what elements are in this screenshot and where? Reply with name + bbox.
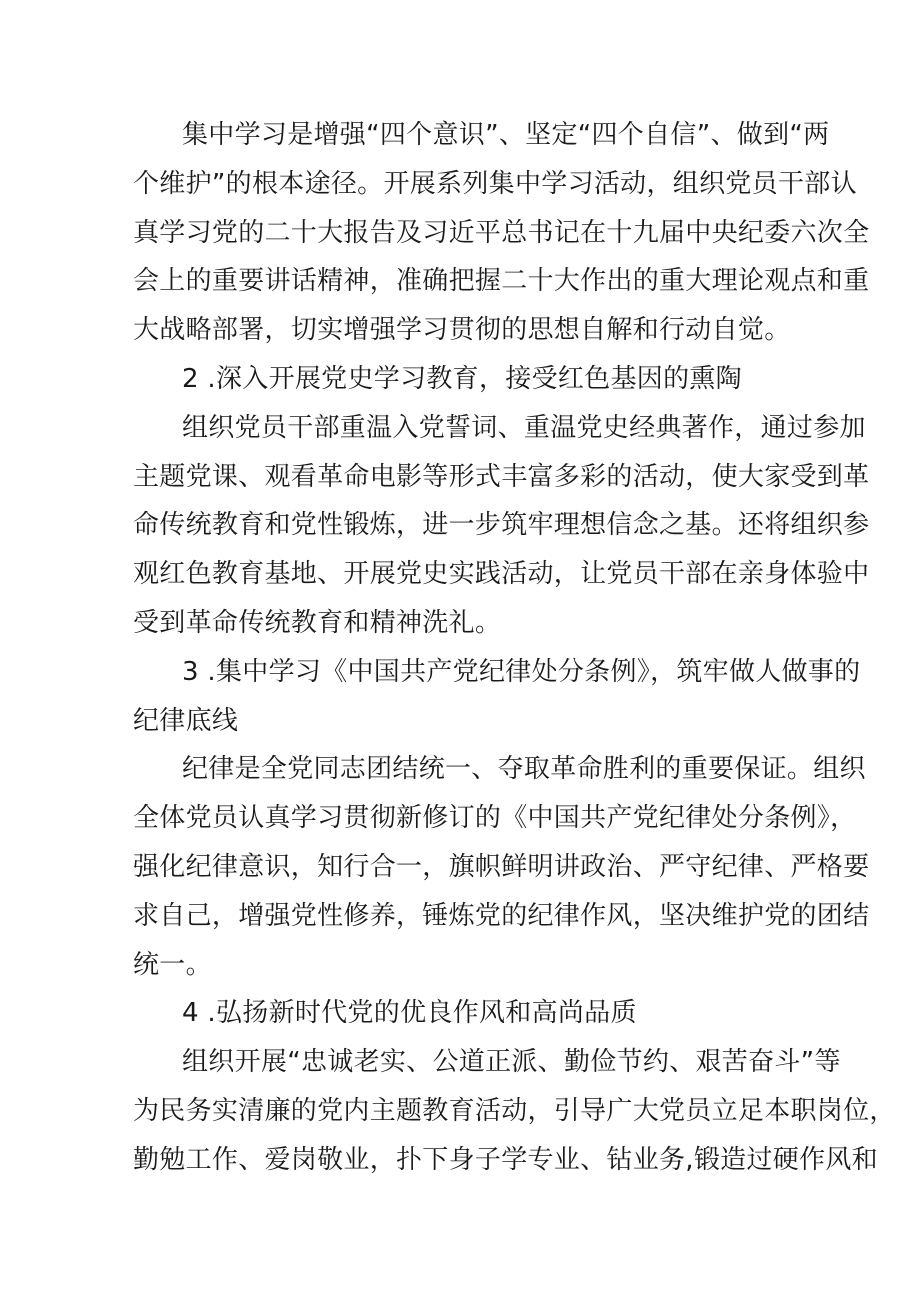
- section-heading: 4 .弘扬新时代党的优良作风和高尚品质: [182, 998, 637, 1029]
- paragraph-line: 观红色教育基地、开展党史实践活动，让党员干部在亲身体验中: [133, 559, 870, 590]
- paragraph-line: 会上的重要讲话精神，准确把握二十大作出的重大理论观点和重: [133, 266, 870, 297]
- paragraph-line: 集中学习是增强“四个意识”、坚定“四个自信”、做到“两: [182, 120, 830, 150]
- paragraph-line: 为民务实清廉的党内主题教育活动，引导广大党员立足本职岗位，: [133, 1095, 896, 1126]
- section-heading: 2 .深入开展党史学习教育，接受红色基因的熏陶: [182, 363, 742, 394]
- paragraph-line: 大战略部署，切实增强学习贯彻的思想自解和行动自觉。: [133, 315, 791, 346]
- paragraph-line: 强化纪律意识，知行合一，旗帜鲜明讲政治、严守纪律、严格要: [133, 851, 870, 882]
- paragraph-line: 统一。: [133, 949, 212, 980]
- section-heading-continuation: 纪律底线: [133, 705, 239, 736]
- document-body: [133, 111, 896, 1185]
- paragraph-line: 主题党课、观看革命电影等形式丰富多彩的活动，使大家受到革: [133, 461, 870, 492]
- paragraph-line: 全体党员认真学习贯彻新修订的《中国共产党纪律处分条例》，: [133, 803, 857, 834]
- paragraph-line: 个维护”的根本途径。开展系列集中学习活动，组织党员干部认: [133, 168, 857, 199]
- paragraph-line: 勤勉工作、爱岗敬业，扑下身子学专业、钻业务,锻造过硬作风和: [133, 1144, 878, 1175]
- paragraph-line: 纪律是全党同志团结统一、夺取革命胜利的重要保证。组织: [182, 754, 866, 785]
- paragraph-line: 组织党员干部重温入党誓词、重温党史经典著作，通过参加: [182, 412, 866, 443]
- section-heading: 3 .集中学习《中国共产党纪律处分条例》，筑牢做人做事的: [182, 656, 861, 687]
- paragraph-line: 真学习党的二十大报告及习近平总书记在十九届中央纪委六次全: [133, 217, 870, 248]
- paragraph-line: 求自己，增强党性修养，锤炼党的纪律作风，坚决维护党的团结: [133, 900, 870, 931]
- paragraph-line: 组织开展“忠诚老实、公道正派、勤俭节约、艰苦奋斗”等: [182, 1047, 841, 1078]
- paragraph-line: 受到革命传统教育和精神洗礼。: [133, 607, 502, 638]
- paragraph-line: 命传统教育和党性锻炼，进一步筑牢理想信念之基。还将组织参: [133, 510, 870, 541]
